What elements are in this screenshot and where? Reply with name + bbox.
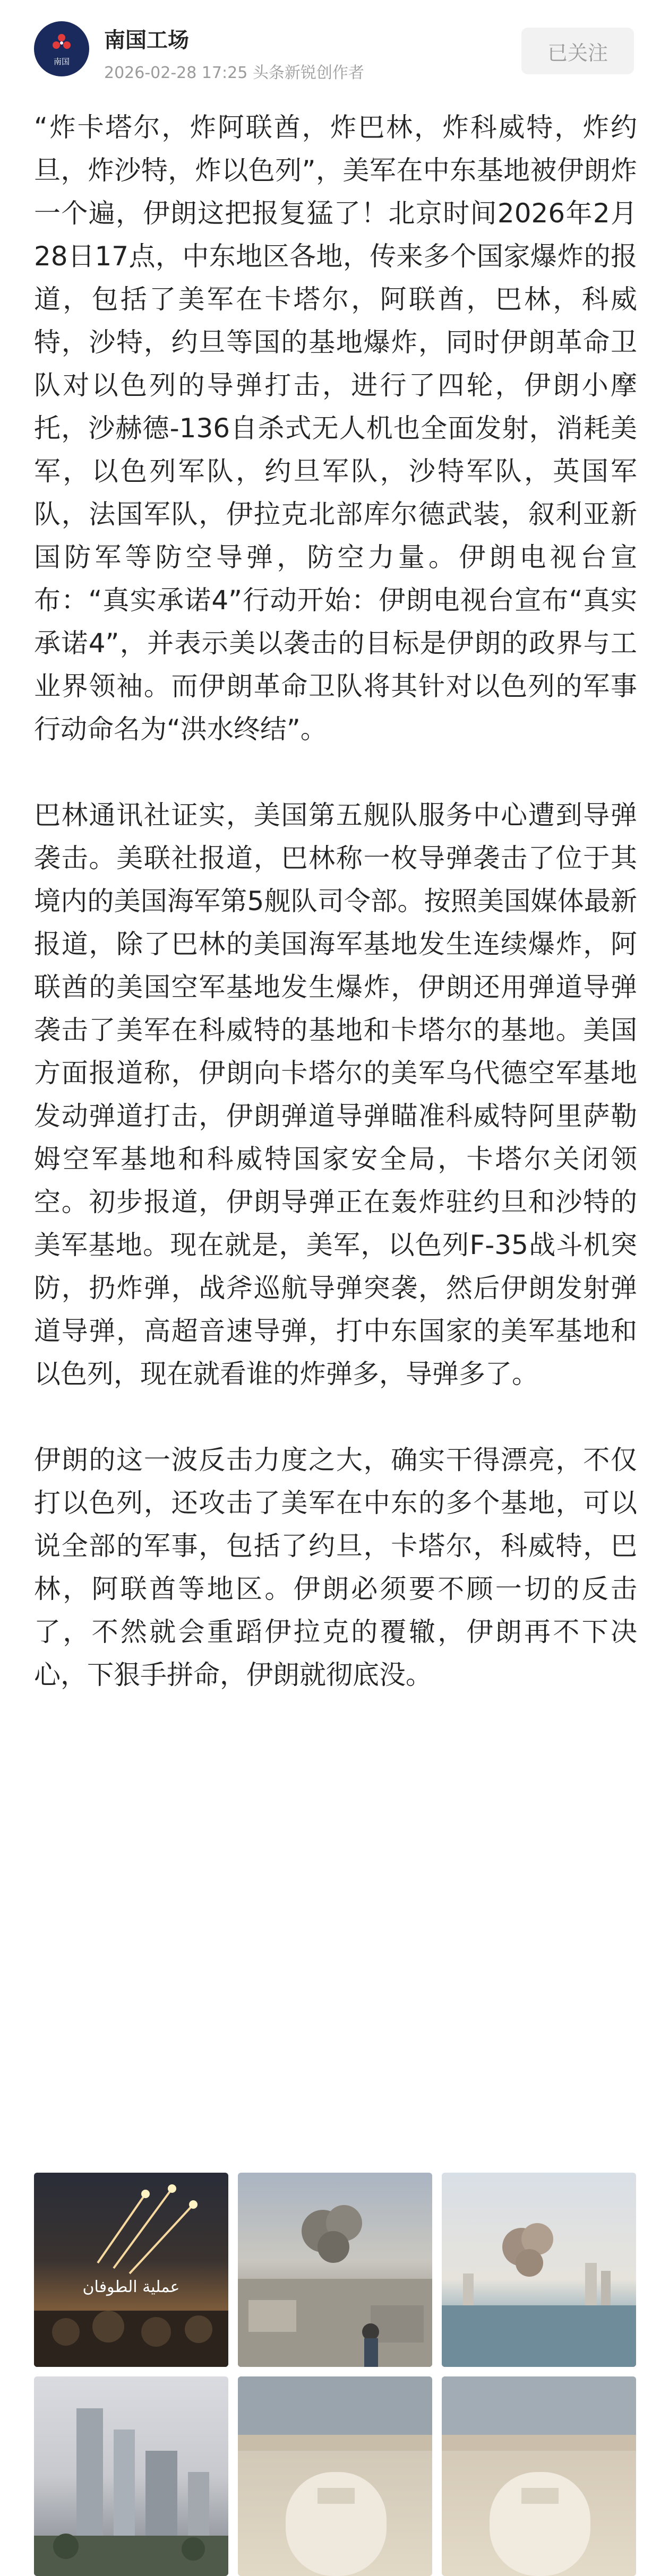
smoke-plume-illustration bbox=[238, 2173, 432, 2367]
gallery-photo-smoke-rooftop[interactable] bbox=[238, 2173, 432, 2367]
gallery-photo-missile-launch[interactable] bbox=[34, 2173, 228, 2367]
city-skyline-illustration bbox=[34, 2376, 228, 2576]
gallery-photo-harbor-smoke[interactable] bbox=[442, 2173, 636, 2367]
photo-overlay-text: عملية الطوفان bbox=[82, 2278, 180, 2296]
avatar-label: 南国 bbox=[53, 56, 70, 66]
cctv-frame-illustration bbox=[442, 2376, 636, 2576]
image-gallery bbox=[34, 2173, 636, 2576]
article-body bbox=[34, 106, 637, 1697]
paragraph: “炸卡塔尔，炸阿联酋，炸巴林，炸科威特，炸约旦，炸沙特，炸以色列”，美军在中东基地被伊朗炸一个遍，伊朗这把报复猛了！北京时间2026年2月28日17点，中东地区各地，传来多个国家爆炸的报道，包括了美军在卡塔尔，阿联酋，巴林，科威特，沙特，约旦等国的基地爆炸，同时伊朗革命卫队对以色列的导弹打击，进行了四轮，伊朗小摩托，沙赫德-136自杀式无人机也全面发射，消耗美军，以色列军队，约旦军队，沙特军队，英国军队，法国军队，伊拉克北部库尔德武装，叙利亚新国防军等防空导弹，防空力量。伊朗电视台宣布：“真实承诺4”行动开始：伊朗电视台宣布“真实承诺4”，并表示美以袭击的目标是伊朗的政界与工业界领袖。而伊朗革命卫队将其针对以色列的军事行动命名为“洪水终结”。 bbox=[34, 112, 637, 745]
post-meta: 2026-02-28 17:25 头条新锐创作者 bbox=[104, 64, 364, 82]
avatar[interactable] bbox=[34, 21, 89, 76]
harbor-explosion-illustration bbox=[442, 2173, 636, 2367]
gallery-photo-city-skyline[interactable] bbox=[34, 2376, 228, 2576]
author-name[interactable]: 南国工场 bbox=[104, 28, 189, 53]
cctv-frame-illustration bbox=[238, 2376, 432, 2576]
gallery-photo-cctv-frame-2[interactable] bbox=[442, 2376, 636, 2576]
brand-logo-icon bbox=[50, 31, 73, 55]
paragraph: 巴林通讯社证实，美国第五舰队服务中心遭到导弹袭击。美联社报道，巴林称一枚导弹袭击了位于其境内的美国海军第5舰队司令部。按照美国媒体最新报道，除了巴林的美国海军基地发生连续爆炸，阿联酋的美国空军基地发生爆炸，伊朗还用弹道导弹袭击了美军在科威特的基地和卡塔尔的基地。美国方面报道称，伊朗向卡塔尔的美军乌代德空军基地发动弹道打击，伊朗弹道导弹瞄准科威特阿里萨勒姆空军基地和科威特国家安全局，卡塔尔关闭领空。初步报道，伊朗导弹正在轰炸驻约旦和沙特的美军基地。现在就是，美军，以色列F-35战斗机突防，扔炸弹，战斧巡航导弹突袭，然后伊朗发射弹道导弹，高超音速导弹，打中东国家的美军基地和以色列，现在就看谁的炸弹多，导弹多了。 bbox=[34, 800, 637, 1389]
missile-launch-illustration bbox=[34, 2173, 228, 2367]
paragraph: 伊朗的这一波反击力度之大，确实干得漂亮，不仅打以色列，还攻击了美军在中东的多个基地，可以说全部的军事，包括了约旦，卡塔尔，科威特，巴林，阿联酋等地区。伊朗必须要不顾一切的反击了，不然就会重蹈伊拉克的覆辙，伊朗再不下决心，下狠手拼命，伊朗就彻底没。 bbox=[34, 1445, 637, 1690]
follow-button[interactable]: 已关注 bbox=[521, 28, 634, 74]
gallery-photo-cctv-frame-1[interactable] bbox=[238, 2376, 432, 2576]
article-header bbox=[0, 0, 669, 96]
